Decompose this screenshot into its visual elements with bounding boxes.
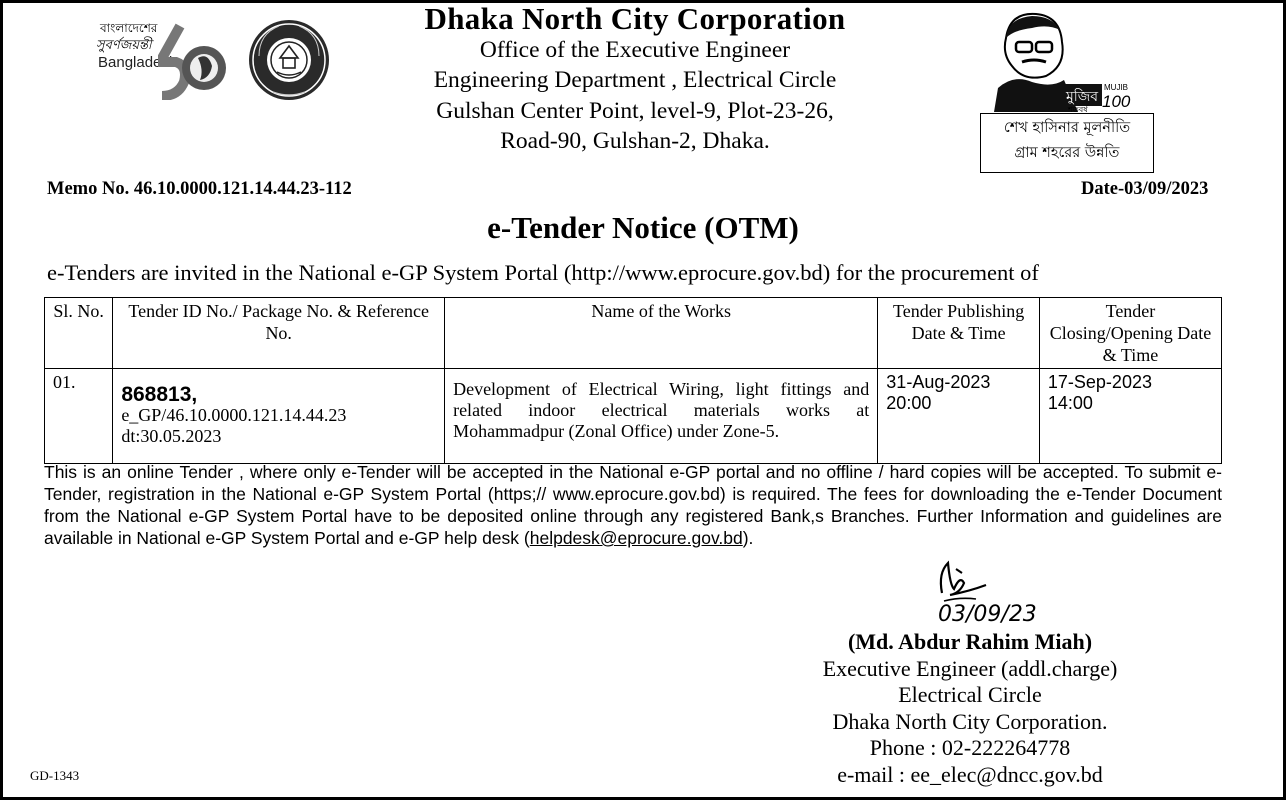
footer-code: GD-1343 [30, 768, 80, 783]
portrait-icon [992, 8, 1142, 112]
memo-number: Memo No. 46.10.0000.121.14.44.23-112 [47, 179, 352, 199]
organization-name: Dhaka North City Corporation [424, 1, 846, 36]
office-line-1: Office of the Executive Engineer [479, 36, 791, 63]
cell-sl: 01. [45, 369, 113, 464]
tender-table [44, 297, 1222, 464]
signer-phone: Phone : 02-222264778 [869, 735, 1071, 760]
signature [930, 555, 1070, 625]
cell-tender-id [113, 369, 445, 464]
office-heading [350, 1, 920, 157]
motto-box [980, 113, 1154, 173]
signer-org: Dhaka North City Corporation. [832, 708, 1108, 734]
closing-date: 17-Sep-2023 [1047, 372, 1152, 392]
jubilee-line-1: বাংলাদেশের [100, 21, 158, 35]
office-line-2: Engineering Department , Electrical Circle [433, 67, 837, 93]
closing-time: 14:00 [1047, 393, 1093, 413]
cell-works: Development of Electrical Wiring, light fittings and related indoor electrical materials works at Mohammadpur (Zonal Office) under Zone-5. [445, 369, 878, 464]
office-line-3: Gulshan Center Point, level-9, Plot-23-26, [436, 97, 834, 124]
header-tender-id: Tender ID No./ Package No. & Reference No. [113, 298, 445, 369]
header-closing: Tender Closing/Opening Date & Time [1039, 298, 1221, 369]
motto-line-1: শেখ হাসিনার মূলনীতি [1003, 120, 1131, 136]
svg-text:100: 100 [1102, 92, 1131, 111]
mujib-centenary-emblem [992, 8, 1142, 112]
dncc-seal-logo [247, 18, 331, 102]
office-line-4: Road-90, Gulshan-2, Dhaka. [500, 128, 770, 154]
svg-text:03/09/23: 03/09/23 [938, 602, 1037, 625]
fifty-emblem-icon [158, 22, 228, 100]
signer-block [780, 629, 1160, 788]
signer-designation: Executive Engineer (addl.charge) [822, 655, 1118, 681]
helpdesk-email-link[interactable]: helpdesk@eprocure.gov.bd [529, 528, 743, 548]
cell-closing [1039, 369, 1221, 464]
instructions-text: This is an online Tender , where only e-Tender will be accepted in the National e-GP portal and no offline / hard copies will be accepted. To submit e-Tender, registration in the National e-GP System Portal (https;// www.eprocure.gov.bd) is required. The fees for downloading the e-Tender Document from the National e-GP System Portal have to be deposited online through any registered Bank,s Branches. Further Information and guidelines are available in National e-GP System Portal and e-GP help desk ( [44, 462, 1222, 548]
signer-name: (Md. Abdur Rahim Miah) [847, 629, 1093, 654]
golden-jubilee-logo [88, 18, 233, 102]
publishing-time: 20:00 [886, 393, 932, 413]
jubilee-line-2: সুবর্ণজয়ন্তী [96, 38, 152, 53]
publishing-date: 31-Aug-2023 [886, 372, 991, 392]
svg-text:MUJIB: MUJIB [1104, 83, 1128, 92]
header-publishing: Tender Publishing Date & Time [878, 298, 1040, 369]
signer-circle: Electrical Circle [898, 682, 1042, 707]
motto-line-2: গ্রাম শহরের উন্নতি [1014, 145, 1120, 161]
instructions-tail: ). [742, 528, 754, 548]
intro-text: e-Tenders are invited in the National e-GP System Portal (http://www.eprocure.gov.bd) for the procurement of [47, 260, 1039, 285]
table-header-row [45, 298, 1222, 369]
header-works: Name of the Works [445, 298, 878, 369]
jubilee-country: Bangladesh [98, 54, 178, 71]
package-no: e_GP/46.10.0000.121.14.44.23 [121, 405, 347, 425]
table-row [45, 369, 1222, 464]
svg-text:শতবর্ষ: শতবর্ষ [1068, 105, 1088, 112]
signer-email: e-mail : ee_elec@dncc.gov.bd [837, 761, 1103, 787]
instructions-paragraph [44, 461, 1222, 549]
reference-date: dt:30.05.2023 [121, 426, 222, 446]
tender-id: 868813, [121, 383, 198, 406]
header-sl: Sl. No. [45, 298, 113, 369]
cell-publishing [878, 369, 1040, 464]
signature-icon [930, 555, 1070, 625]
notice-date: Date-03/09/2023 [1081, 179, 1209, 199]
notice-title: e-Tender Notice (OTM) [487, 210, 799, 245]
svg-text:মুজিব: মুজিব [1066, 89, 1099, 105]
dncc-seal-icon [247, 18, 331, 102]
